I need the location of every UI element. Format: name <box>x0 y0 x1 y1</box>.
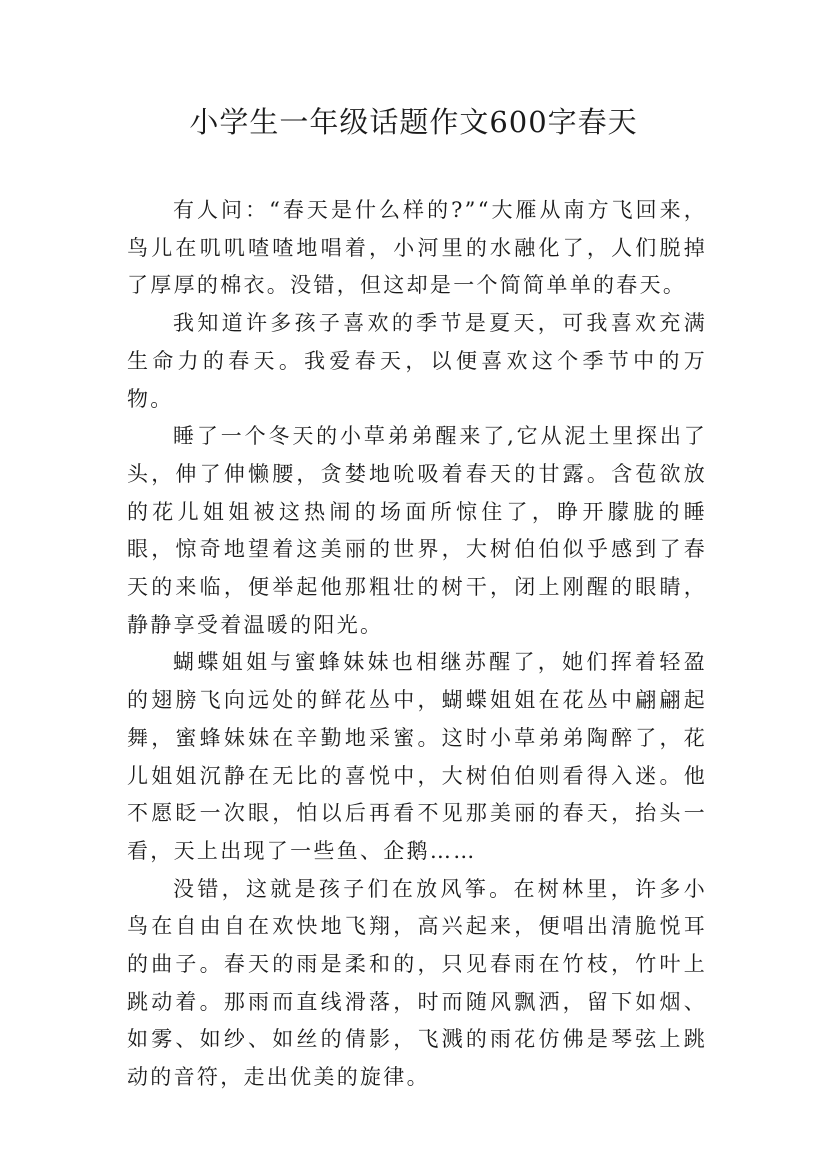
paragraph-5: 没错，这就是孩子们在放风筝。在树林里，许多小鸟在自由自在欢快地飞翔，高兴起来，便唱出清脆悦耳的曲子。春天的雨是柔和的，只见春雨在竹枝，竹叶上跳动着。那雨而直线滑落，时而随风飘洒，留下如烟、如雾、如纱、如丝的倩影，飞溅的雨花仿佛是琴弦上跳动的音符，走出优美的旋律。 <box>127 876 707 1090</box>
paragraph-2: 我知道许多孩子喜欢的季节是夏天，可我喜欢充满生命力的春天。我爱春天，以便喜欢这个季节中的万物。 <box>127 311 707 411</box>
essay-body <box>127 192 707 1097</box>
paragraph-3: 睡了一个冬天的小草弟弟醒来了,它从泥土里探出了头，伸了伸懒腰，贪婪地吮吸着春天的甘露。含苞欲放的花儿姐姐被这热闹的场面所惊住了，睁开朦胧的睡眼，惊奇地望着这美丽的世界，大树伯伯似乎感到了春天的来临，便举起他那粗壮的树干，闭上刚醒的眼睛，静静享受着温暖的阳光。 <box>127 424 707 637</box>
page-title: 小学生一年级话题作文600字春天 <box>189 105 638 139</box>
paragraph-4: 蝴蝶姐姐与蜜蜂妹妹也相继苏醒了，她们挥着轻盈的翅膀飞向远处的鲜花丛中，蝴蝶姐姐在花丛中翩翩起舞，蜜蜂妹妹在辛勤地采蜜。这时小草弟弟陶醉了，花儿姐姐沉静在无比的喜悦中，大树伯伯则看得入迷。他不愿眨一次眼，怕以后再看不见那美丽的春天，抬头一看，天上出现了一些鱼、企鹅…… <box>127 650 707 863</box>
paragraph-1: 有人问：“春天是什么样的?”“大雁从南方飞回来，鸟儿在叽叽喳喳地唱着，小河里的水融化了，人们脱掉了厚厚的棉衣。没错，但这却是一个简简单单的春天。 <box>127 198 707 298</box>
